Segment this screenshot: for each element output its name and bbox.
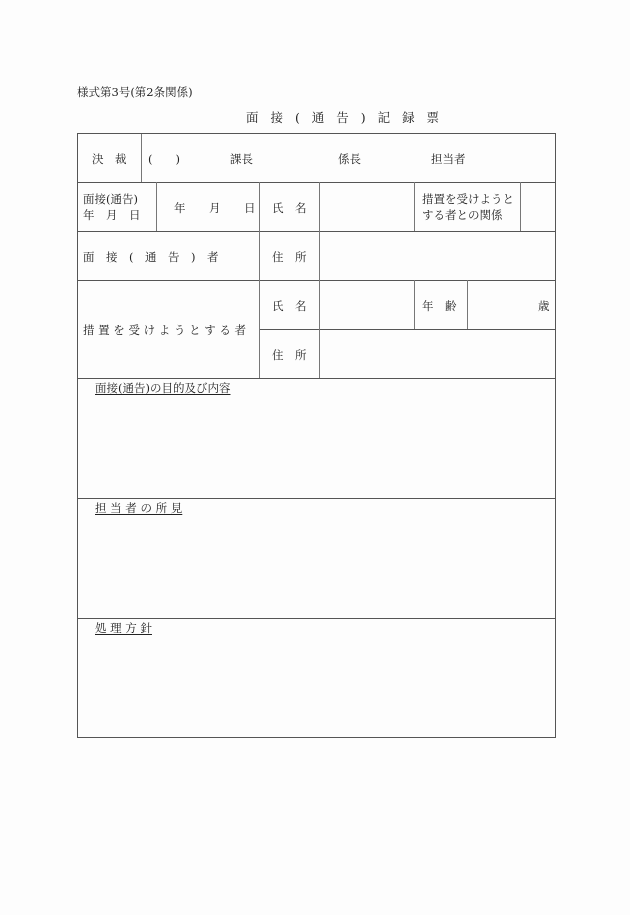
document-title: 面 接 ( 通 告 ) 記 録 票	[246, 110, 444, 125]
section-chief-label: 課長	[230, 152, 253, 166]
name-label: 氏 名	[272, 201, 307, 215]
person-in-charge-label: 担当者	[431, 152, 466, 166]
col-divider	[520, 182, 521, 231]
purpose-section-heading: 面接(通告)の目的及び内容	[95, 381, 231, 395]
col-divider	[319, 182, 320, 378]
relation-label-line1: 措置を受けようと	[422, 192, 514, 206]
row-divider	[259, 329, 555, 330]
record-form-table	[77, 133, 556, 738]
interview-date-label-line2: 年 月 日	[83, 208, 141, 222]
col-divider	[467, 280, 468, 329]
subject-label: 措 置 を 受 け よ う と す る 者	[83, 323, 247, 337]
row-divider	[78, 378, 555, 379]
col-divider	[141, 134, 142, 182]
subject-age-label: 年 齢	[422, 299, 457, 313]
date-day-unit: 日	[244, 201, 256, 215]
relation-label-line2: する者との関係	[422, 208, 503, 222]
subsection-chief-label: 係長	[338, 152, 361, 166]
subject-address-label: 住 所	[272, 348, 307, 362]
approval-label: 決 裁	[92, 152, 127, 166]
date-year-unit: 年	[174, 201, 186, 215]
policy-section-heading: 処 理 方 針	[95, 621, 152, 635]
col-divider	[414, 182, 415, 231]
row-divider	[78, 280, 555, 281]
col-divider	[259, 182, 260, 378]
col-divider	[156, 182, 157, 231]
col-divider	[414, 280, 415, 329]
row-divider	[78, 498, 555, 499]
date-month-unit: 月	[209, 201, 221, 215]
row-divider	[78, 618, 555, 619]
row-divider	[78, 231, 555, 232]
subject-name-label: 氏 名	[272, 299, 307, 313]
findings-section-heading: 担 当 者 の 所 見	[95, 501, 183, 515]
form-number: 様式第3号(第2条関係)	[77, 85, 193, 99]
approval-paren: ( )	[148, 152, 180, 166]
interviewer-label: 面 接 ( 通 告 ) 者	[83, 250, 219, 264]
interview-date-label-line1: 面接(通告)	[83, 192, 138, 206]
interviewer-address-label: 住 所	[272, 250, 307, 264]
age-unit: 歳	[538, 299, 550, 313]
row-divider	[78, 182, 555, 183]
